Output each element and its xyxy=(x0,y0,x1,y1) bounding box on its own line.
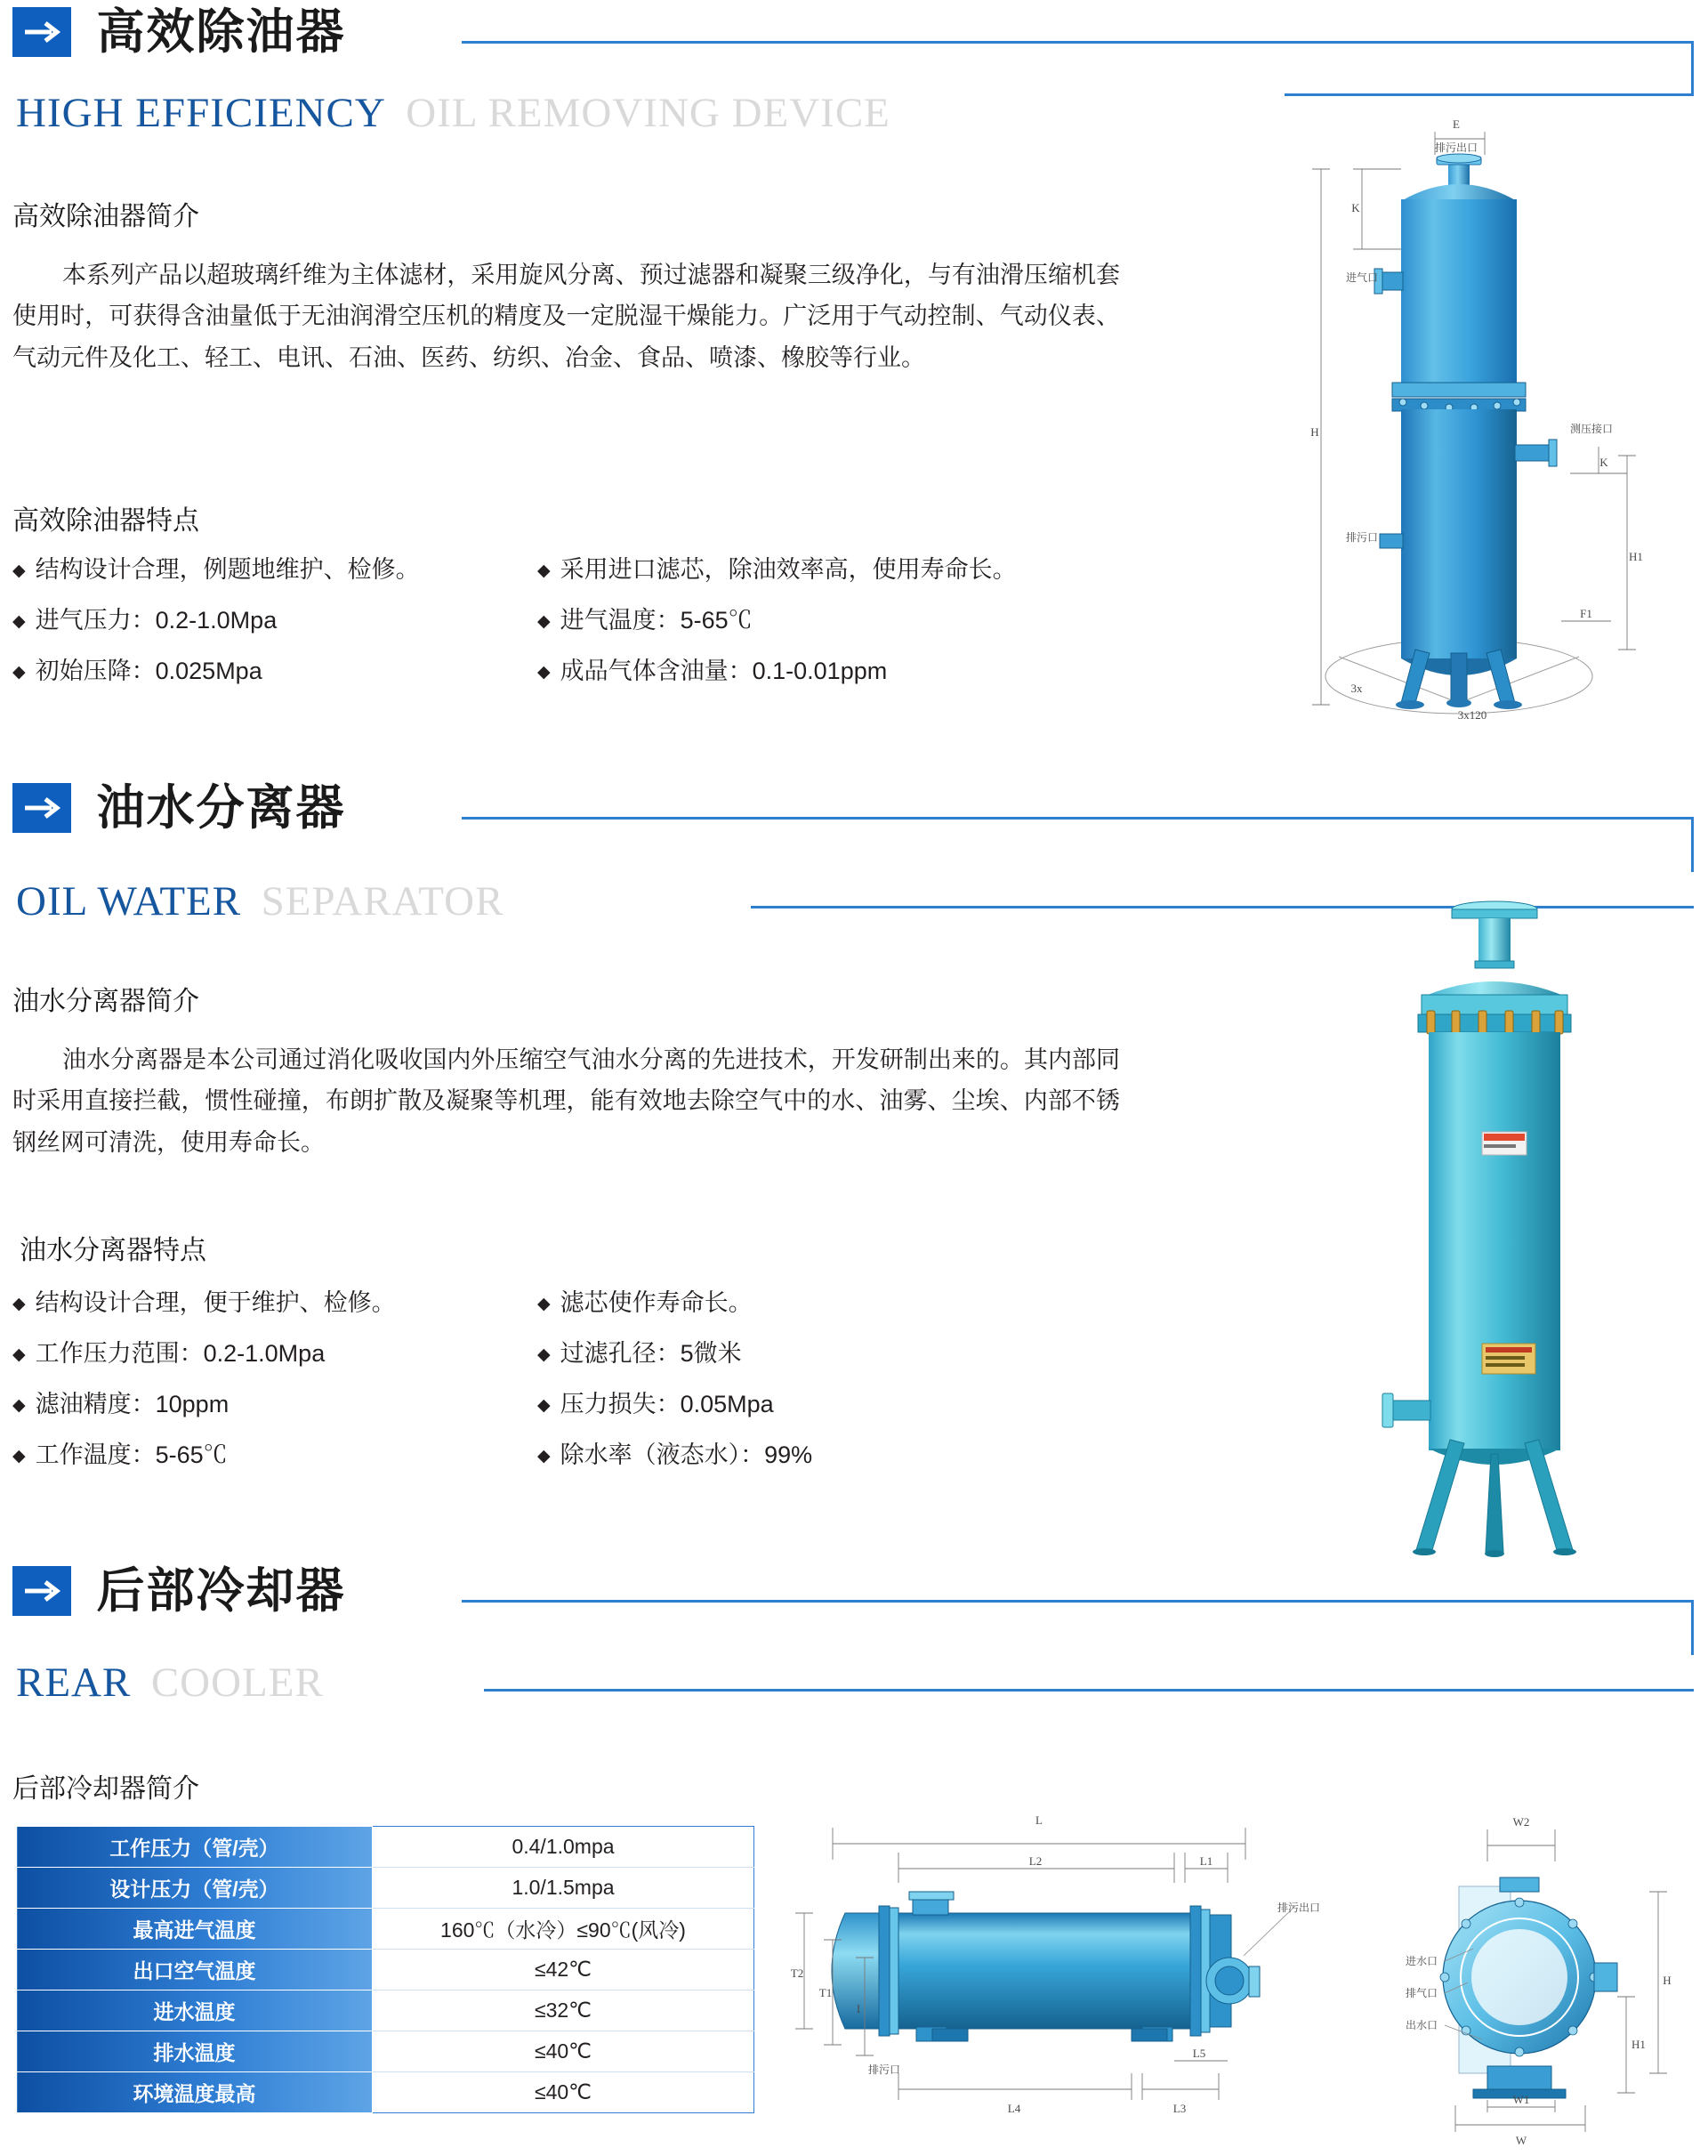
dim-label-K2: K xyxy=(1599,456,1608,469)
table-cell-key: 进水温度 xyxy=(17,1990,373,2031)
header-rule-1b xyxy=(1285,93,1694,96)
dim-label-H: H xyxy=(1310,425,1319,439)
table-row xyxy=(17,1990,754,2031)
dim-label-I: I xyxy=(856,2002,861,2015)
intro-heading-3: 后部冷却器简介 xyxy=(12,1774,199,1804)
intro-text-2 xyxy=(12,1039,1120,1163)
oil-removing-device-drawing xyxy=(1268,116,1695,783)
feature-label: 成品气体含油量：0.1-0.01ppm xyxy=(560,658,888,684)
bullet-icon: ◆ xyxy=(537,561,551,580)
table-cell-value: ≤32℃ xyxy=(373,1990,754,2031)
section-title-en-strong-1: HIGH EFFICIENCY xyxy=(16,90,386,136)
table-cell-key: 设计压力（管/壳） xyxy=(17,1868,373,1909)
table-row xyxy=(17,1950,754,1990)
dim-label-L5: L5 xyxy=(1192,2047,1206,2060)
oil-water-separator-photo xyxy=(1317,890,1672,1575)
dim-label-L3: L3 xyxy=(1172,2102,1187,2115)
feature-label: 滤芯使作寿命长。 xyxy=(560,1289,753,1316)
feature-label: 结构设计合理，便于维护、检修。 xyxy=(35,1289,396,1316)
table-cell-key: 环境温度最高 xyxy=(17,2072,373,2113)
feature-label: 除水率（液态水）：99% xyxy=(560,1441,813,1468)
features-list-2 xyxy=(12,1283,1124,1470)
rear-cooler-drawing xyxy=(783,1806,1690,2149)
features-list-1 xyxy=(12,550,1124,686)
dim-label-H1: H1 xyxy=(1631,2038,1646,2051)
table-row xyxy=(17,1909,754,1950)
header-rule-3b xyxy=(484,1689,1694,1692)
callout-outlet-3: 排污出口 xyxy=(1277,1902,1321,1914)
intro-text-1 xyxy=(12,254,1120,378)
dim-label-H1: H1 xyxy=(1629,550,1643,563)
bullet-icon: ◆ xyxy=(537,1295,551,1313)
feature-label: 采用进口滤芯，除油效率高，使用寿命长。 xyxy=(560,556,1017,583)
dim-label-K1: K xyxy=(1351,201,1360,214)
section-title-cn-3: 后部冷却器 xyxy=(96,1564,346,1618)
features-heading-2: 油水分离器特点 xyxy=(20,1236,206,1265)
feature-item xyxy=(12,1283,537,1318)
table-cell-value: 0.4/1.0mpa xyxy=(373,1827,754,1868)
table-cell-value: ≤42℃ xyxy=(373,1950,754,1990)
dim-label-L: L xyxy=(1035,1813,1043,1827)
feature-label: 进气温度：5-65℃ xyxy=(560,607,753,634)
feature-label: 工作温度：5-65℃ xyxy=(35,1441,228,1468)
header-rule-vertical-2 xyxy=(1691,817,1694,872)
dim-label-L2: L2 xyxy=(1028,1854,1043,1868)
table-row xyxy=(17,2072,754,2113)
header-rule-vertical-3 xyxy=(1691,1600,1694,1655)
bullet-icon: ◆ xyxy=(537,1447,551,1466)
section-header-3 xyxy=(12,1566,1694,1634)
callout-water-out: 出水口 xyxy=(1406,2019,1438,2031)
arrow-right-icon xyxy=(12,7,71,57)
feature-item xyxy=(12,1385,537,1419)
table-row xyxy=(17,1827,754,1868)
bullet-icon: ◆ xyxy=(12,1447,26,1466)
bullet-icon: ◆ xyxy=(12,1345,26,1364)
feature-item xyxy=(12,601,537,635)
rear-cooler-spec-table xyxy=(16,1826,754,2113)
section-title-en-3 xyxy=(16,1659,324,1706)
feature-label: 滤油精度：10ppm xyxy=(35,1391,230,1417)
section-title-en-strong-3: REAR xyxy=(16,1659,132,1706)
section-header-1 xyxy=(12,7,1694,75)
table-cell-value: 160℃（水冷）≤90℃(风冷) xyxy=(373,1909,754,1950)
dim-label-W1: W1 xyxy=(1512,2093,1530,2106)
table-cell-value: ≤40℃ xyxy=(373,2031,754,2072)
table-row xyxy=(17,1868,754,1909)
dim-label-T2: T2 xyxy=(790,1966,804,1980)
header-rule-1 xyxy=(462,41,1694,44)
dim-label-L1: L1 xyxy=(1199,1854,1213,1868)
header-rule-vertical-1 xyxy=(1691,41,1694,96)
dim-label-F1: F1 xyxy=(1580,607,1592,620)
feature-item xyxy=(537,550,1124,585)
callout-drain-3: 排污口 xyxy=(868,2063,901,2076)
dim-label-3x: 3x xyxy=(1350,682,1363,695)
feature-label: 初始压降：0.025Mpa xyxy=(35,658,262,684)
feature-label: 压力损失：0.05Mpa xyxy=(560,1391,774,1417)
dim-label-E: E xyxy=(1453,117,1460,131)
dim-label-W: W xyxy=(1515,2134,1527,2147)
feature-item xyxy=(537,1334,1124,1369)
table-cell-key: 排水温度 xyxy=(17,2031,373,2072)
section-title-en-1 xyxy=(16,90,890,136)
dim-label-W2: W2 xyxy=(1512,1815,1530,1829)
feature-item xyxy=(12,1334,537,1369)
intro-text-body-2: 油水分离器是本公司通过消化吸收国内外压缩空气油水分离的先进技术，开发研制出来的。其内部同时采用直接拦截，惯性碰撞，布朗扩散及凝聚等机理，能有效地去除空气中的水、油雾、尘埃、内部不锈钢丝网可清洗，使用寿命长。 xyxy=(12,1046,1120,1156)
feature-item xyxy=(537,1385,1124,1419)
bullet-icon: ◆ xyxy=(537,612,551,631)
bullet-icon: ◆ xyxy=(12,1295,26,1313)
bullet-icon: ◆ xyxy=(12,612,26,631)
section-title-en-2 xyxy=(16,878,504,925)
section-title-en-ghost-2: SEPARATOR xyxy=(261,878,504,925)
feature-label: 过滤孔径：5微米 xyxy=(560,1340,742,1367)
feature-item xyxy=(537,1435,1124,1470)
dim-label-T1: T1 xyxy=(818,1986,833,1999)
feature-item xyxy=(537,601,1124,635)
bullet-icon: ◆ xyxy=(537,1345,551,1364)
feature-label: 结构设计合理，例题地维护、检修。 xyxy=(35,556,420,583)
dim-label-L4: L4 xyxy=(1007,2102,1021,2115)
table-cell-value: 1.0/1.5mpa xyxy=(373,1868,754,1909)
bullet-icon: ◆ xyxy=(12,663,26,682)
feature-item xyxy=(537,651,1124,686)
callout-inlet: 进气口 xyxy=(1346,271,1379,284)
section-title-cn-2: 油水分离器 xyxy=(96,781,346,835)
table-cell-key: 工作压力（管/壳） xyxy=(17,1827,373,1868)
table-cell-value: ≤40℃ xyxy=(373,2072,754,2113)
callout-test-port: 测压接口 xyxy=(1570,423,1614,435)
feature-label: 工作压力范围：0.2-1.0Mpa xyxy=(35,1340,326,1367)
callout-air-in: 排气口 xyxy=(1406,1987,1438,1999)
section-title-cn-1: 高效除油器 xyxy=(96,5,346,59)
arrow-right-icon xyxy=(12,783,71,833)
table-cell-key: 出口空气温度 xyxy=(17,1950,373,1990)
header-rule-3 xyxy=(462,1600,1694,1603)
callout-outlet: 排污出口 xyxy=(1434,141,1478,154)
feature-item xyxy=(537,1283,1124,1318)
callout-water-in: 进水口 xyxy=(1406,1955,1438,1967)
table-row xyxy=(17,2031,754,2072)
section-title-en-ghost-1: OIL REMOVING DEVICE xyxy=(406,90,890,136)
feature-item xyxy=(12,1435,537,1470)
feature-label: 进气压力：0.2-1.0Mpa xyxy=(35,607,278,634)
feature-item xyxy=(12,651,537,686)
intro-text-body-1: 本系列产品以超玻璃纤维为主体滤材，采用旋风分离、预过滤器和凝聚三级净化，与有油滑压缩机套使用时，可获得含油量低于无油润滑空压机的精度及一定脱湿干燥能力。广泛用于气动控制、气动仪表、气动元件及化工、轻工、电讯、石油、医药、纺织、冶金、食品、喷漆、橡胶等行业。 xyxy=(12,262,1120,371)
bullet-icon: ◆ xyxy=(12,561,26,580)
section-title-en-ghost-3: COOLER xyxy=(150,1659,324,1706)
header-rule-2 xyxy=(462,817,1694,820)
intro-heading-2: 油水分离器简介 xyxy=(12,987,199,1016)
bullet-icon: ◆ xyxy=(537,663,551,682)
features-heading-1: 高效除油器特点 xyxy=(12,506,199,536)
bullet-icon: ◆ xyxy=(12,1396,26,1415)
dim-label-3x120: 3x120 xyxy=(1457,708,1487,722)
feature-item xyxy=(12,550,537,585)
dim-label-H: H xyxy=(1663,1974,1672,1987)
arrow-right-icon xyxy=(12,1566,71,1616)
callout-drain: 排污口 xyxy=(1346,531,1379,544)
bullet-icon: ◆ xyxy=(537,1396,551,1415)
section-title-en-strong-2: OIL WATER xyxy=(16,878,242,925)
intro-heading-1: 高效除油器简介 xyxy=(12,202,199,231)
section-header-2 xyxy=(12,783,1694,851)
table-cell-key: 最高进气温度 xyxy=(17,1909,373,1950)
